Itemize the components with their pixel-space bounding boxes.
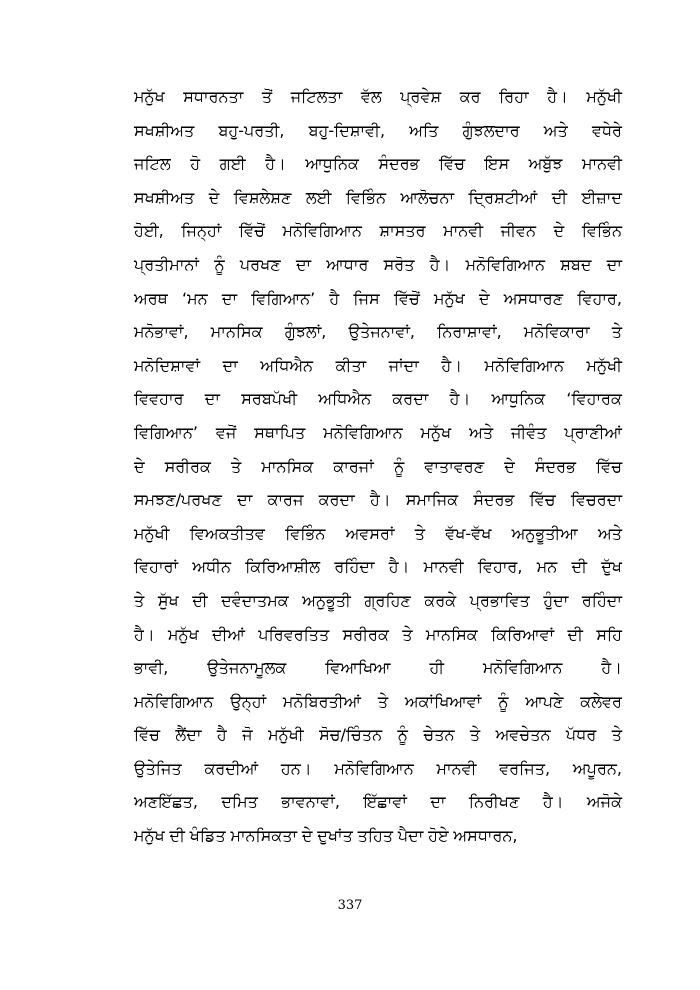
- word: ਤੇ: [414, 523, 425, 543]
- word: ਮਾਨਵੀ: [423, 557, 464, 577]
- word: ਅਤੇ: [597, 523, 622, 543]
- word: ਮਨੋਵਿਕਾਰਾ: [523, 322, 590, 342]
- word: ਦੇ: [208, 187, 220, 207]
- word: ਸੋਚ/ਚਿੰਤਨ: [319, 725, 383, 745]
- word: ਅਧਿਐਨ: [318, 389, 372, 409]
- word: ਮਨੁੱਖੀ: [268, 725, 304, 745]
- word: ਸਰਬਪੱਖੀ: [241, 389, 298, 409]
- text-line: [134, 819, 622, 853]
- word: ਮਨੋਵਿਗਿਆਨ: [483, 658, 563, 678]
- word: ਵਿਹਾਰਾਂ: [134, 557, 179, 577]
- text-line: [134, 584, 622, 618]
- word: ਹੈ।: [441, 355, 462, 375]
- word: ਚੇਤਨ: [423, 725, 455, 745]
- word: ਨੂੰ: [498, 691, 509, 711]
- word: ਨੂੰ: [393, 456, 405, 476]
- word: ਤੇ: [402, 624, 413, 644]
- word: ਆਧੁਨਿਕ: [491, 389, 546, 409]
- word: ਹਨ।: [280, 758, 312, 778]
- text-line: [134, 685, 622, 719]
- word: ਵਿਚਰਦਾ: [570, 490, 622, 510]
- text-line: [134, 114, 622, 148]
- text-line: [134, 382, 622, 416]
- word: ਮਾਨਸਿਕ: [261, 456, 314, 476]
- word: ਹੈ।: [542, 792, 564, 812]
- word: ਜੋ: [242, 725, 253, 745]
- word: ਪ੍ਰਵੇਸ਼: [400, 87, 442, 106]
- word: ਰਿਹਾ: [499, 87, 529, 106]
- word: ਦੀ: [192, 590, 208, 610]
- word: ਦਮਿਤ: [221, 792, 258, 812]
- word: ਪ੍ਰਤੀਮਾਨਾਂ: [134, 254, 199, 274]
- word: ਦੀ: [551, 187, 568, 207]
- word: ਹੈ।: [265, 154, 286, 174]
- word: ਦਾ: [295, 254, 312, 274]
- word: ਕਾਰਜ: [267, 490, 304, 510]
- word: ਉਤੇਜਨਾਵਾਂ,: [348, 322, 415, 342]
- text-line: [134, 214, 622, 248]
- word: ਵਿੱਚ: [529, 490, 556, 510]
- word: ਹੈ: [329, 288, 340, 308]
- word: ਕਰਕੇ: [424, 590, 457, 610]
- word: ਅਤੇ: [543, 120, 568, 140]
- word: ਤੇ: [231, 456, 242, 476]
- word: ਵਾਤਾਵਰਣ: [424, 456, 485, 476]
- word: ਅਤਿ: [409, 120, 439, 140]
- word: ਮਨੁੱਖ: [434, 288, 465, 308]
- word: ਦੇ: [134, 456, 145, 476]
- word: ਅਧੀਨ: [192, 557, 231, 577]
- word: ਮਾਨਵੀ: [443, 221, 484, 241]
- word: ਕਿਰਿਆਵਾਂ: [491, 624, 555, 644]
- word: ਗ੍ਰਹਿਣ: [364, 590, 411, 610]
- word: ਸਮਾਜਿਕ: [405, 490, 459, 510]
- word: ਆਪਣੇ: [525, 691, 564, 711]
- text-line: [134, 416, 622, 450]
- word: ਮਾਨਸਿਕ: [425, 624, 478, 644]
- word: ਵਿਗਿਆਨ’: [134, 422, 198, 442]
- word: ਹੀ: [429, 658, 445, 678]
- word: ਸਰੋਤ: [383, 254, 415, 274]
- word: ਲਈ: [305, 187, 332, 207]
- word: ਨੂੰ: [214, 254, 225, 274]
- word: ਉਨ੍ਹਾਂ: [230, 691, 267, 711]
- word: ਵਿੱਚ: [134, 725, 160, 745]
- word: ਕੀਤਾ: [335, 355, 367, 375]
- word: ਸੁੱਖ: [157, 590, 179, 610]
- text-line: [134, 517, 622, 551]
- word: ਆਧਾਰ: [326, 254, 369, 274]
- word: ਵਧੇਰੇ: [591, 120, 622, 140]
- word: ਭਾਵਨਾਵਾਂ,: [281, 792, 340, 812]
- word: ਦਵੰਦਾਤਮਕ: [221, 590, 289, 610]
- word: ਹੋ: [190, 154, 201, 174]
- word: ਦੀ: [567, 624, 583, 644]
- word: ਰਹਿੰਦਾ: [334, 557, 375, 577]
- word: ਈਜ਼ਾਦ: [581, 187, 622, 207]
- word: ਮਨੁੱਖੀ: [586, 87, 622, 106]
- word: ਦੀ: [571, 557, 587, 577]
- word: ਇੱਛਾਵਾਂ: [363, 792, 407, 812]
- word: ਸਹਿ: [596, 624, 622, 644]
- word: ਤੇ: [377, 691, 389, 711]
- word: ਹੈ।: [601, 658, 622, 678]
- word: ਦਾ: [237, 490, 253, 510]
- word: ਵਿੱਚ: [596, 456, 622, 476]
- word: ਹੈ।: [429, 254, 451, 274]
- text-line: [134, 181, 622, 215]
- word: ਅਕਾਂਖਿਆਵਾਂ: [404, 691, 482, 711]
- word: ਵਿਭਿੰਨ: [581, 221, 622, 241]
- word: ਤੇ: [611, 725, 622, 745]
- word: ਹੈ।: [449, 389, 471, 409]
- word: ਸਖਸ਼ੀਅਤ: [134, 187, 195, 207]
- word: ਅਬੁੱਝ: [528, 154, 563, 174]
- word: ਸ਼ਾਸਤਰ: [379, 221, 426, 241]
- word: ਦੇ: [478, 288, 490, 308]
- word: ਦੁਖਾਂਤ: [317, 826, 353, 846]
- word: ਤੇ: [134, 590, 145, 610]
- text-line: [134, 349, 622, 383]
- word: ਵਿਆਖਿਆ: [325, 658, 391, 678]
- word: ਜੀਵਨ: [500, 221, 537, 241]
- text-line: [134, 248, 622, 282]
- word: ਵਿਸ਼ਲੇਸ਼ਣ: [233, 187, 292, 207]
- word: ਮਨੁੱਖੀ: [134, 523, 170, 543]
- word: ਸਧਾਰਨਤਾ: [183, 87, 244, 106]
- word: ਭਾਵੀ,: [134, 658, 169, 678]
- word: ਵਿਹਾਰ,: [477, 557, 523, 577]
- word: ਕਾਰਜਾਂ: [333, 456, 374, 476]
- text-line: [134, 315, 622, 349]
- word: ਗੁੰਝਲਦਾਰ: [462, 120, 520, 140]
- word: ਮਨੋਬਿਰਤੀਆਂ: [282, 691, 362, 711]
- word: ਕਰਦਾ: [392, 389, 429, 409]
- word: ‘ਮਨ: [182, 288, 208, 308]
- word: ਅਣਇੱਛਤ,: [134, 792, 198, 812]
- text-line: [134, 785, 622, 819]
- word: ਤੇ: [469, 725, 481, 745]
- word: ਵਿੱਚੋਂ: [238, 221, 265, 241]
- word: ਜਿਨ੍ਹਾਂ: [181, 221, 222, 241]
- word: ਉਤੇਜਿਤ: [134, 758, 182, 778]
- word: ਦਾ: [204, 389, 220, 409]
- word: ਮਾਨਸਿਕਤਾ: [230, 826, 298, 846]
- text-line: [134, 550, 622, 584]
- word: ‘ਵਿਹਾਰਕ: [566, 389, 622, 409]
- text-line: [134, 147, 622, 181]
- text-line: [134, 450, 622, 484]
- word: ਮਨੋਵਿਗਿਆਨ: [465, 254, 546, 274]
- word: ਵਿਭਿੰਨ: [285, 523, 326, 543]
- word: ਸੰਦਰਭ: [534, 456, 576, 476]
- text-line: [134, 718, 622, 752]
- word: ਮਨੁੱਖ: [134, 87, 165, 106]
- word: ਮਨੁੱਖ: [167, 624, 199, 644]
- word: ਸਥਾਪਿਤ: [254, 422, 306, 442]
- word: ਦੇ: [301, 826, 313, 846]
- text-line: [134, 618, 622, 652]
- word: ਆਲੋਚਨਾ: [400, 187, 455, 207]
- word: ਸ਼ਬਦ: [560, 254, 592, 274]
- text-line: [134, 282, 622, 316]
- word: ਮਨੋਵਿਗਿਆਨ: [323, 422, 403, 442]
- word: ਵਰਜਿਤ,: [499, 758, 551, 778]
- word: ਮਾਨਸਿਕ: [210, 322, 263, 342]
- word: ਦਾ: [222, 355, 238, 375]
- word: ਜਟਿਲ: [134, 154, 171, 174]
- word: ਮਨੋਭਾਵਾਂ,: [134, 322, 189, 342]
- word: ਹੈ: [216, 725, 227, 745]
- word: ਪੱਧਰ: [565, 725, 597, 745]
- word: ਆਧੁਨਿਕ: [305, 154, 359, 174]
- word: ਵਿਭਿੰਨ: [345, 187, 387, 207]
- word: ਹੈ।: [388, 557, 410, 577]
- text-line: [134, 651, 622, 685]
- word: ਕਰਦਾ: [318, 490, 355, 510]
- word: ਮਨੋਵਿਗਿਆਨ: [282, 221, 362, 241]
- word: ਹੈ।: [369, 490, 391, 510]
- word: ਤਹਿਤ: [357, 826, 394, 846]
- word: ਮਨੁੱਖੀ: [586, 355, 622, 375]
- word: ਮਨੁੱਖ: [134, 826, 165, 846]
- word: ਅਧਿਐਨ: [260, 355, 314, 375]
- word: ਵਜੋਂ: [215, 422, 237, 442]
- word: ਪ੍ਰਭਾਵਿਤ: [469, 590, 530, 610]
- word: ਜਿਸ: [353, 288, 380, 308]
- word: ਸੰਦਰਭ: [473, 490, 515, 510]
- word: ਮਾਨਵੀ: [582, 154, 622, 174]
- word: ਰਹਿੰਦਾ: [581, 590, 622, 610]
- word: ਕਰ: [459, 87, 481, 106]
- word: ਅਨੁਭੂਤੀ: [302, 590, 351, 610]
- word: ਬਹੁ-ਪਰਤੀ,: [218, 120, 285, 140]
- word: ਮਨੋਦਿਸ਼ਾਵਾਂ: [134, 355, 201, 375]
- word: ਨਿਰਾਸ਼ਾਵਾਂ,: [437, 322, 502, 342]
- word: ਤੇ: [611, 322, 622, 342]
- word: ਬਹੁ-ਦਿਸ਼ਾਵੀ,: [308, 120, 386, 140]
- word: ਜਟਿਲਤਾ: [290, 87, 343, 106]
- word: ਪਰਿਵਰਤਿਤ: [258, 624, 330, 644]
- word: ਵਿਗਿਆਨ’: [251, 288, 316, 308]
- word: ਨੂੰ: [397, 725, 408, 745]
- word: ਦੇ: [553, 221, 565, 241]
- word: ਦਾ: [430, 792, 446, 812]
- word: ਵਿੱਚੋਂ: [393, 288, 420, 308]
- word: ਹੋਏ: [428, 826, 449, 846]
- word: ਖੰਡਿਤ: [189, 826, 226, 846]
- word: ਪੈਦਾ: [397, 826, 424, 846]
- word: ਮਾਨਵੀ: [436, 758, 477, 778]
- word: ਪ੍ਰਾਣੀਆਂ: [564, 422, 622, 442]
- word: ਜੀਵੰਤ: [510, 422, 547, 442]
- word: ਅਜੋਕੇ: [586, 792, 622, 812]
- word: ਮਨੋਵਿਗਿਆਨ: [334, 758, 414, 778]
- word: ਹੈ।: [547, 87, 568, 106]
- word: ਅਸਧਾਰਣ: [503, 288, 564, 308]
- word: ਜਾਂਦਾ: [388, 355, 419, 375]
- word: ਤੋਂ: [261, 87, 273, 106]
- word: ਲੈਂਦਾ: [175, 725, 202, 745]
- word: ਕਿਰਿਆਸ਼ੀਲ: [245, 557, 321, 577]
- word: ਅਪੂਰਨ,: [572, 758, 622, 778]
- word: ਨਿਰੀਖਣ: [468, 792, 520, 812]
- word: ਅਵਚੇਤਨ: [495, 725, 551, 745]
- word: ਦੀਆਂ: [212, 624, 245, 644]
- word: ਸਰੀਰਕ: [164, 456, 211, 476]
- word: ਉਤੇਜਨਾਮੂਲਕ: [207, 658, 287, 678]
- word: ਵੱਲ: [360, 87, 382, 106]
- word: ਵੱਖ-ਵੱਖ: [445, 523, 492, 543]
- word: ਅਸਧਾਰਨ,: [453, 826, 518, 846]
- word: ਵਿਹਾਰ,: [577, 288, 622, 308]
- word: ਵਿੱਚ: [439, 154, 465, 174]
- text-line: [134, 483, 622, 517]
- text-line: [134, 80, 622, 114]
- word: ਦ੍ਰਿਸ਼ਟੀਆਂ: [468, 187, 538, 207]
- word: ਮਨੁੱਖ: [420, 422, 452, 442]
- word: ਹੁੰਦਾ: [543, 590, 569, 610]
- word: ਦਾ: [606, 254, 622, 274]
- word: ਮਨੋਵਿਗਿਆਨ: [484, 355, 564, 375]
- word: ਦਾ: [221, 288, 238, 308]
- word: ਵਿਵਹਾਰ: [134, 389, 184, 409]
- word: ਅਤੇ: [469, 422, 494, 442]
- word: ਕਲੇਵਰ: [580, 691, 622, 711]
- word: ਪਰਖਣ: [239, 254, 281, 274]
- word: ਇਸ: [484, 154, 510, 174]
- text-line: [134, 752, 622, 786]
- word: ਹੈ।: [134, 624, 155, 644]
- word: ਦੁੱਖ: [601, 557, 622, 577]
- word: ਗੁੰਝਲਾਂ,: [284, 322, 327, 342]
- word: ਅਵਸਰਾਂ: [345, 523, 395, 543]
- word: ਮਨੋਵਿਗਿਆਨ: [134, 691, 214, 711]
- word: ਦੀ: [169, 826, 185, 846]
- word: ਗਈ: [219, 154, 246, 174]
- word: ਅਰਥ: [134, 288, 168, 308]
- word: ਵਿਅਕਤੀਤਵ: [189, 523, 265, 543]
- word: ਸਰੀਰਕ: [342, 624, 389, 644]
- word: ਅਨੁਭੂਤੀਆ: [511, 523, 578, 543]
- word: ਸੰਦਰਭ: [378, 154, 420, 174]
- word: ਦੇ: [504, 456, 515, 476]
- word: ਕਰਦੀਆਂ: [204, 758, 259, 778]
- body-paragraph: [134, 80, 622, 853]
- word: ਸਖਸ਼ੀਅਤ: [134, 120, 195, 140]
- word: ਹੋਈ,: [134, 221, 164, 241]
- word: ਮਨ: [536, 557, 558, 577]
- page-number: 337: [337, 898, 363, 913]
- word: ਸਮਝਣ/ਪਰਖਣ: [134, 490, 222, 510]
